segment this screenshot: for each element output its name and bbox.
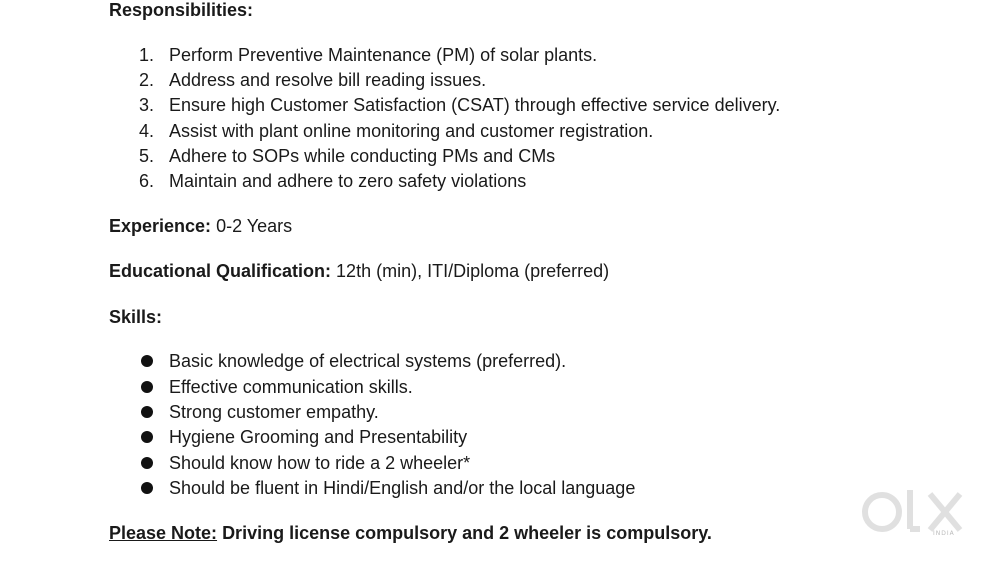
note-line	[109, 522, 712, 544]
list-number: 1.	[139, 45, 155, 65]
education-line	[109, 260, 609, 282]
note-text: Driving license compulsory and 2 wheeler is compulsory.	[222, 523, 712, 543]
list-item-text: Ensure high Customer Satisfaction (CSAT) through effective service delivery.	[169, 95, 781, 115]
list-item-text: Assist with plant online monitoring and customer registration.	[169, 121, 654, 141]
bullet-icon	[141, 482, 153, 494]
list-item-text: Address and resolve bill reading issues.	[169, 70, 487, 90]
list-number: 3.	[139, 95, 155, 115]
list-number: 5.	[139, 146, 155, 166]
list-number: 6.	[139, 171, 155, 191]
responsibilities-heading: Responsibilities:	[109, 0, 254, 20]
bullet-icon	[141, 355, 153, 367]
list-item-text: Effective communication skills.	[169, 377, 413, 397]
bullet-icon	[141, 431, 153, 443]
bullet-icon	[141, 457, 153, 469]
bullet-icon	[141, 406, 153, 418]
experience-line	[109, 215, 292, 237]
list-item-text: Basic knowledge of electrical systems (preferred).	[169, 351, 567, 371]
bullet-icon	[141, 381, 153, 393]
list-item-text: Perform Preventive Maintenance (PM) of solar plants.	[169, 45, 598, 65]
watermark-subtext: INDIA	[933, 530, 955, 537]
list-number: 4.	[139, 121, 155, 141]
education-label: Educational Qualification:	[109, 261, 332, 281]
experience-label: Experience:	[109, 216, 212, 236]
list-item-text: Maintain and adhere to zero safety violations	[169, 171, 527, 191]
note-label: Please Note:	[109, 523, 218, 543]
list-item-text: Hygiene Grooming and Presentability	[169, 427, 468, 447]
education-value: 12th (min), ITI/Diploma (preferred)	[336, 261, 610, 281]
list-item-text: Strong customer empathy.	[169, 402, 379, 422]
experience-value: 0-2 Years	[216, 216, 293, 236]
skills-heading: Skills:	[109, 307, 163, 327]
list-number: 2.	[139, 70, 155, 90]
list-item-text: Should be fluent in Hindi/English and/or the local language	[169, 478, 636, 498]
list-item-text: Should know how to ride a 2 wheeler*	[169, 453, 471, 473]
list-item-text: Adhere to SOPs while conducting PMs and CMs	[169, 146, 556, 166]
